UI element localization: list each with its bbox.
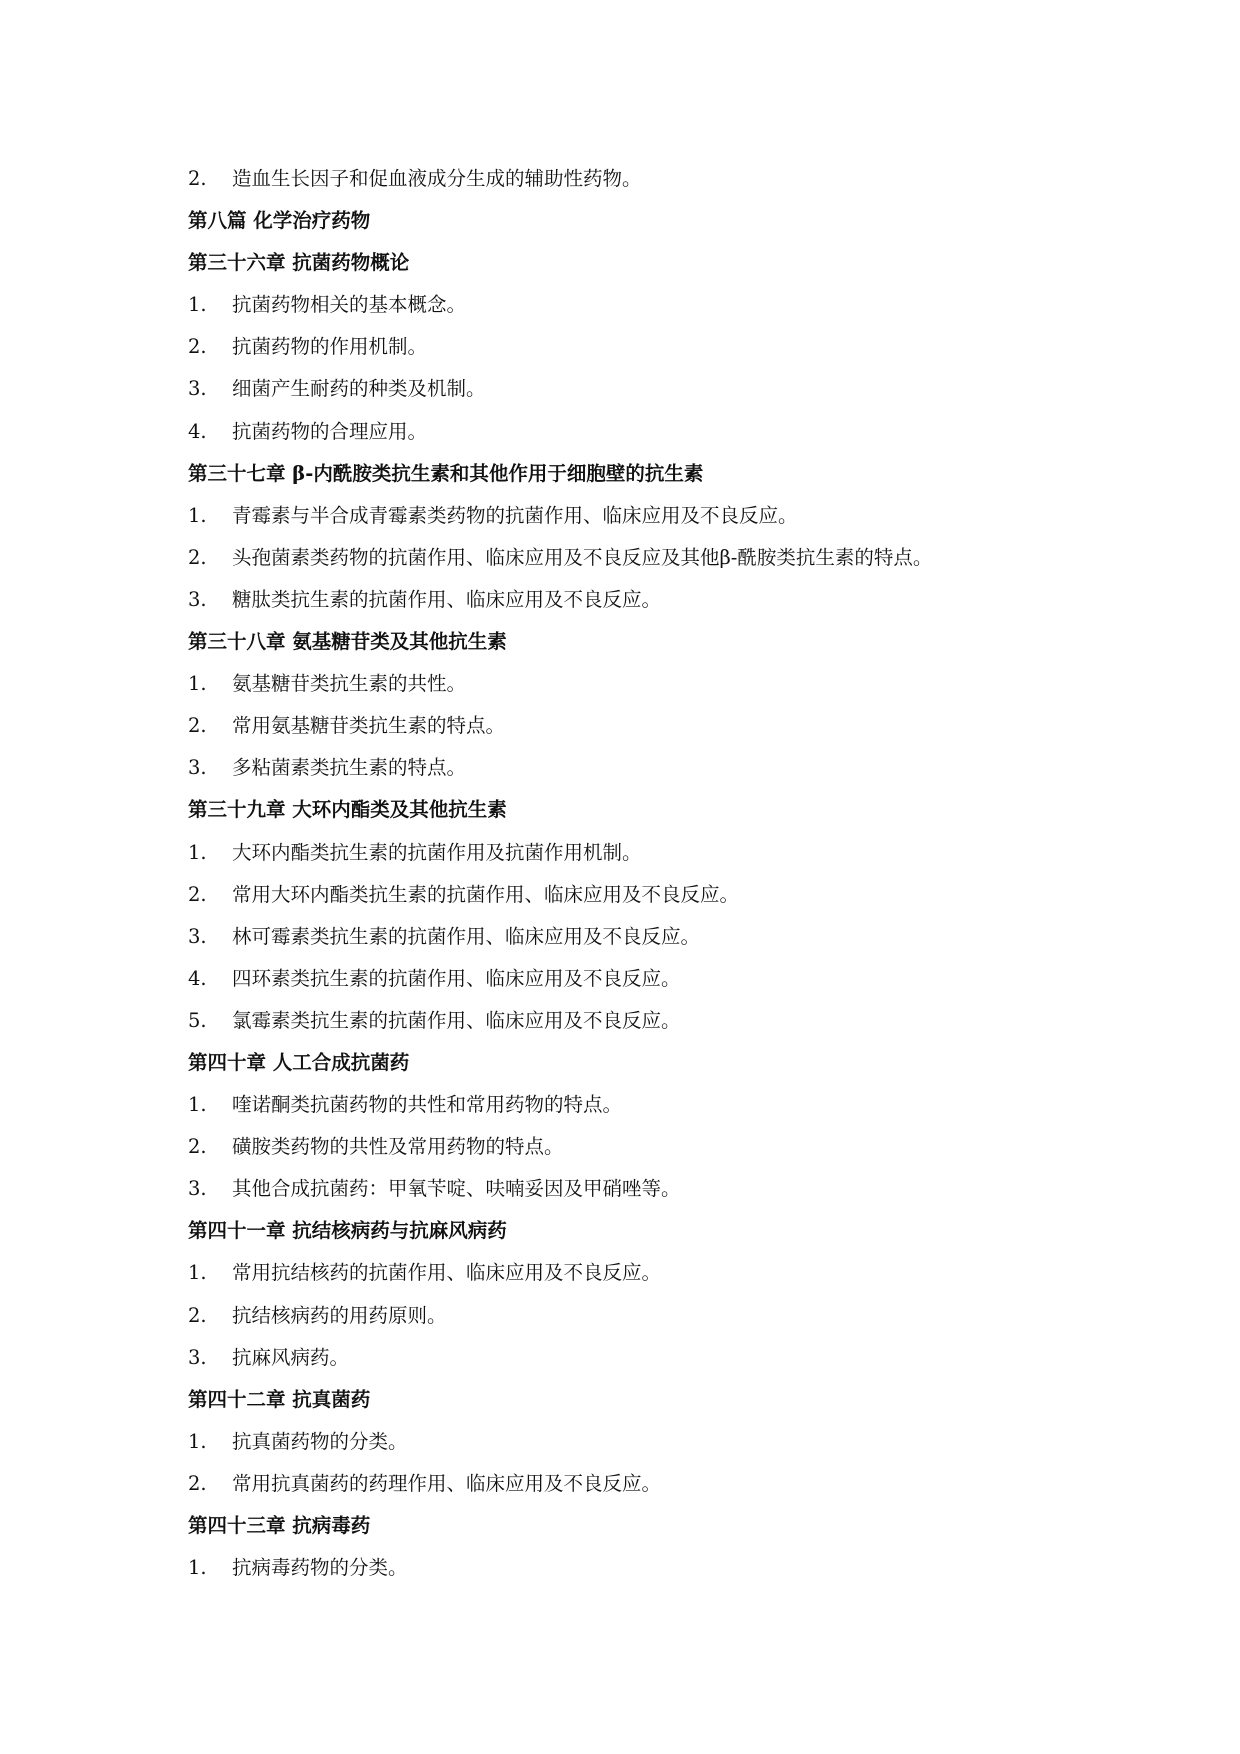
list-item: [188, 874, 1088, 916]
item-number: 1.: [188, 1556, 207, 1580]
item-number: 3.: [188, 1177, 207, 1201]
item-number: 3.: [188, 756, 207, 780]
item-number: 2.: [188, 167, 207, 190]
list-item: [188, 1252, 1088, 1294]
item-text: 抗菌药物的合理应用。: [232, 419, 428, 443]
list-item: [188, 1000, 1088, 1042]
item-number: 2.: [188, 1471, 207, 1495]
item-text: 磺胺类药物的共性及常用药物的特点。: [232, 1135, 564, 1159]
list-item: [188, 663, 1088, 705]
item-text: 抗真菌药物的分类。: [232, 1429, 408, 1453]
item-number: 4.: [188, 419, 207, 443]
list-item: [188, 747, 1088, 789]
list-item: [188, 158, 1088, 200]
section-heading: [188, 789, 1088, 831]
item-number: 5.: [188, 1008, 207, 1032]
list-item: [188, 495, 1088, 537]
section-heading: [188, 1505, 1088, 1547]
list-item: [188, 1295, 1088, 1337]
heading-text: 第三十六章 抗菌药物概论: [188, 251, 410, 275]
item-number: 1.: [188, 840, 207, 864]
item-text: 头孢菌素类药物的抗菌作用、临床应用及不良反应及其他β-酰胺类抗生素的特点。: [232, 545, 933, 569]
item-number: 3.: [188, 1345, 207, 1369]
item-text: 细菌产生耐药的种类及机制。: [232, 377, 486, 401]
item-text: 造血生长因子和促血液成分生成的辅助性药物。: [232, 167, 642, 190]
heading-text: 第三十七章 β-内酰胺类抗生素和其他作用于细胞壁的抗生素: [188, 461, 704, 485]
list-item: [188, 1547, 1088, 1589]
item-text: 大环内酯类抗生素的抗菌作用及抗菌作用机制。: [232, 840, 642, 864]
list-item: [188, 1126, 1088, 1168]
item-text: 抗结核病药的用药原则。: [232, 1303, 447, 1327]
item-text: 常用氨基糖苷类抗生素的特点。: [232, 714, 506, 738]
list-item: [188, 284, 1088, 326]
heading-text: 第四十一章 抗结核病药与抗麻风病药: [188, 1219, 507, 1243]
list-item: [188, 1463, 1088, 1505]
item-text: 糖肽类抗生素的抗菌作用、临床应用及不良反应。: [232, 587, 662, 611]
item-number: 3.: [188, 587, 207, 611]
list-item: [188, 1421, 1088, 1463]
heading-text: 第四十章 人工合成抗菌药: [188, 1050, 410, 1074]
item-text: 常用大环内酯类抗生素的抗菌作用、临床应用及不良反应。: [232, 882, 740, 906]
item-text: 青霉素与半合成青霉素类药物的抗菌作用、临床应用及不良反应。: [232, 503, 798, 527]
heading-text: 第四十二章 抗真菌药: [188, 1387, 371, 1411]
list-item: [188, 916, 1088, 958]
list-item: [188, 411, 1088, 453]
heading-text: 第八篇 化学治疗药物: [188, 209, 371, 233]
item-number: 2.: [188, 1135, 207, 1159]
list-item: [188, 958, 1088, 1000]
section-heading: [188, 1379, 1088, 1421]
item-text: 抗麻风病药。: [232, 1345, 350, 1369]
heading-text: 第三十八章 氨基糖苷类及其他抗生素: [188, 630, 507, 654]
item-text: 抗菌药物的作用机制。: [232, 335, 428, 359]
list-item: [188, 1337, 1088, 1379]
section-heading: [188, 621, 1088, 663]
item-text: 多粘菌素类抗生素的特点。: [232, 756, 467, 780]
item-number: 2.: [188, 882, 207, 906]
item-text: 抗病毒药物的分类。: [232, 1556, 408, 1580]
item-text: 林可霉素类抗生素的抗菌作用、临床应用及不良反应。: [232, 924, 701, 948]
item-number: 1.: [188, 503, 207, 527]
list-item: [188, 368, 1088, 410]
heading-text: 第四十三章 抗病毒药: [188, 1514, 371, 1537]
item-text: 其他合成抗菌药：甲氧苄啶、呋喃妥因及甲硝唑等。: [232, 1177, 681, 1201]
item-text: 氯霉素类抗生素的抗菌作用、临床应用及不良反应。: [232, 1008, 681, 1032]
document-page: [188, 158, 1088, 1589]
section-heading: [188, 1210, 1088, 1252]
section-heading: [188, 453, 1088, 495]
item-number: 4.: [188, 966, 207, 990]
item-text: 四环素类抗生素的抗菌作用、临床应用及不良反应。: [232, 966, 681, 990]
item-number: 2.: [188, 714, 207, 738]
section-heading: [188, 200, 1088, 242]
list-item: [188, 1084, 1088, 1126]
item-number: 3.: [188, 924, 207, 948]
item-number: 3.: [188, 377, 207, 401]
item-number: 1.: [188, 293, 207, 317]
list-item: [188, 1168, 1088, 1210]
item-text: 喹诺酮类抗菌药物的共性和常用药物的特点。: [232, 1093, 623, 1117]
heading-text: 第三十九章 大环内酯类及其他抗生素: [188, 798, 507, 822]
section-heading: [188, 242, 1088, 284]
item-number: 1.: [188, 1261, 207, 1285]
list-item: [188, 579, 1088, 621]
item-number: 1.: [188, 1429, 207, 1453]
item-number: 2.: [188, 1303, 207, 1327]
item-text: 常用抗真菌药的药理作用、临床应用及不良反应。: [232, 1471, 662, 1495]
item-number: 1.: [188, 672, 207, 696]
list-item: [188, 832, 1088, 874]
item-text: 抗菌药物相关的基本概念。: [232, 293, 467, 317]
section-heading: [188, 1042, 1088, 1084]
item-number: 2.: [188, 545, 207, 569]
list-item: [188, 537, 1088, 579]
item-text: 氨基糖苷类抗生素的共性。: [232, 672, 467, 696]
item-number: 1.: [188, 1093, 207, 1117]
list-item: [188, 326, 1088, 368]
item-text: 常用抗结核药的抗菌作用、临床应用及不良反应。: [232, 1261, 662, 1285]
list-item: [188, 705, 1088, 747]
item-number: 2.: [188, 335, 207, 359]
